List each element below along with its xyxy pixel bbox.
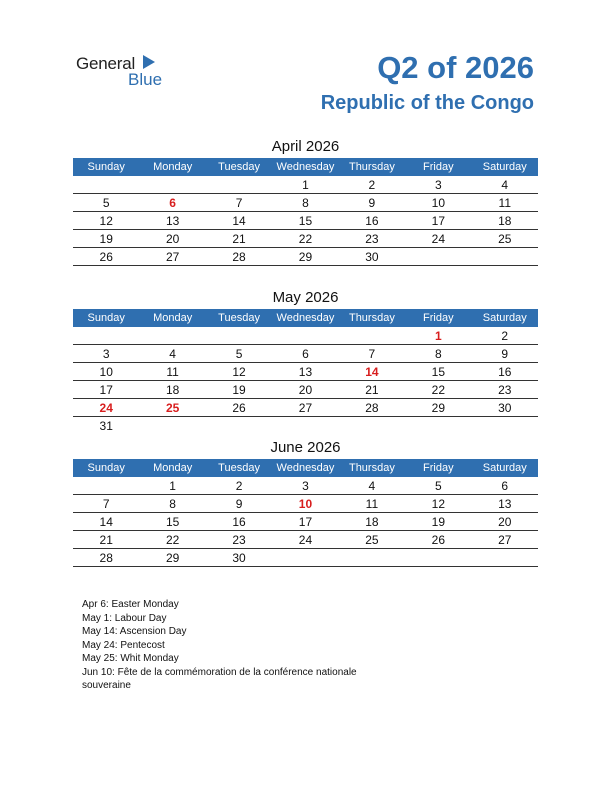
day-cell: 19: [405, 513, 471, 531]
holiday-note: May 25: Whit Monday: [82, 653, 179, 664]
holiday-note: May 1: Labour Day: [82, 612, 167, 624]
day-cell: 20: [272, 381, 338, 399]
day-cell: 29: [272, 248, 338, 266]
weekday-header: Friday: [405, 158, 471, 176]
week-row: [73, 194, 538, 212]
day-cell: 21: [206, 230, 272, 248]
day-cell: 25: [139, 399, 205, 417]
day-cell: [339, 417, 405, 435]
week-row: [73, 345, 538, 363]
day-cell: [405, 417, 471, 435]
day-cell: 24: [272, 531, 338, 549]
day-cell: 15: [272, 212, 338, 230]
day-cell: 26: [206, 399, 272, 417]
day-cell: 5: [73, 194, 139, 212]
day-cell: 3: [272, 477, 338, 495]
day-cell: 8: [139, 495, 205, 513]
day-cell: 10: [405, 194, 471, 212]
week-row: [73, 248, 538, 266]
day-cell: 2: [472, 327, 538, 345]
day-cell: 3: [405, 176, 471, 194]
day-cell: 8: [405, 345, 471, 363]
day-cell: [272, 417, 338, 435]
day-cell: 25: [339, 531, 405, 549]
day-cell: [206, 327, 272, 345]
day-cell: 7: [73, 495, 139, 513]
day-cell: 1: [272, 176, 338, 194]
weekday-header: Saturday: [472, 158, 538, 176]
weekday-header: Tuesday: [206, 309, 272, 327]
calendar-table: [73, 459, 538, 567]
day-cell: 16: [472, 363, 538, 381]
day-cell: 26: [73, 248, 139, 266]
week-row: [73, 399, 538, 417]
day-cell: 2: [339, 176, 405, 194]
weekday-header: Tuesday: [206, 158, 272, 176]
week-row: [73, 477, 538, 495]
day-cell: 30: [472, 399, 538, 417]
week-row: [73, 230, 538, 248]
weekday-header: Wednesday: [272, 459, 338, 477]
day-cell: [73, 176, 139, 194]
holiday-note: Apr 6: Easter Monday: [82, 599, 179, 610]
day-cell: 9: [339, 194, 405, 212]
day-cell: 6: [139, 194, 205, 212]
weekday-header: Friday: [405, 309, 471, 327]
day-cell: 15: [405, 363, 471, 381]
day-cell: 9: [206, 495, 272, 513]
day-cell: 12: [73, 212, 139, 230]
holiday-note: May 14: Ascension Day: [82, 626, 187, 637]
week-row: [73, 417, 538, 435]
month-april: [73, 136, 538, 266]
weekday-header: Sunday: [73, 158, 139, 176]
week-row: [73, 327, 538, 345]
day-cell: [139, 176, 205, 194]
day-cell: 4: [339, 477, 405, 495]
day-cell: 27: [272, 399, 338, 417]
weekday-header: Thursday: [339, 309, 405, 327]
weekday-header: Monday: [139, 158, 205, 176]
day-cell: 1: [405, 327, 471, 345]
day-cell: 14: [206, 212, 272, 230]
day-cell: 8: [272, 194, 338, 212]
day-cell: 24: [73, 399, 139, 417]
weekday-header: Thursday: [339, 459, 405, 477]
day-cell: [206, 176, 272, 194]
day-cell: 28: [73, 549, 139, 567]
day-cell: 17: [272, 513, 338, 531]
week-row: [73, 495, 538, 513]
day-cell: 19: [206, 381, 272, 399]
calendar-table: [73, 158, 538, 266]
day-cell: [472, 417, 538, 435]
day-cell: 19: [73, 230, 139, 248]
weekday-header: Saturday: [472, 309, 538, 327]
week-row: [73, 212, 538, 230]
week-row: [73, 513, 538, 531]
day-cell: [405, 248, 471, 266]
day-cell: 20: [139, 230, 205, 248]
weekday-header: Monday: [139, 459, 205, 477]
month-june: [73, 437, 538, 567]
day-cell: 11: [139, 363, 205, 381]
day-cell: 2: [206, 477, 272, 495]
holiday-note: May 24: Pentecost: [82, 639, 165, 651]
day-cell: 13: [472, 495, 538, 513]
day-cell: 18: [139, 381, 205, 399]
month-may: [73, 287, 538, 434]
day-cell: 20: [472, 513, 538, 531]
day-cell: [472, 549, 538, 567]
day-cell: 7: [206, 194, 272, 212]
day-cell: 10: [73, 363, 139, 381]
day-cell: 12: [405, 495, 471, 513]
day-cell: 25: [472, 230, 538, 248]
holiday-note: Jun 10: Fête de la commémoration de la conférence nationale souveraine: [82, 666, 357, 691]
day-cell: 23: [472, 381, 538, 399]
day-cell: [272, 549, 338, 567]
day-cell: 30: [339, 248, 405, 266]
day-cell: [405, 549, 471, 567]
day-cell: 1: [139, 477, 205, 495]
day-cell: 17: [405, 212, 471, 230]
day-cell: 28: [206, 248, 272, 266]
day-cell: 24: [405, 230, 471, 248]
week-row: [73, 381, 538, 399]
day-cell: 17: [73, 381, 139, 399]
month-title: April 2026: [271, 138, 340, 155]
day-cell: 21: [73, 531, 139, 549]
page-title: Q2 of 2026: [377, 50, 534, 85]
day-cell: 13: [139, 212, 205, 230]
day-cell: 29: [139, 549, 205, 567]
weekday-header: Wednesday: [272, 309, 338, 327]
weekday-header: Sunday: [73, 309, 139, 327]
day-cell: [472, 248, 538, 266]
logo-flag-icon: [143, 55, 155, 69]
day-cell: [339, 327, 405, 345]
day-cell: 9: [472, 345, 538, 363]
day-cell: 5: [405, 477, 471, 495]
holiday-notes: [82, 598, 382, 693]
day-cell: 10: [272, 495, 338, 513]
day-cell: 18: [472, 212, 538, 230]
day-cell: 6: [272, 345, 338, 363]
day-cell: 11: [472, 194, 538, 212]
day-cell: [73, 327, 139, 345]
logo: [76, 52, 176, 92]
day-cell: 23: [339, 230, 405, 248]
day-cell: 11: [339, 495, 405, 513]
day-cell: 27: [139, 248, 205, 266]
day-cell: 27: [472, 531, 538, 549]
day-cell: 4: [472, 176, 538, 194]
day-cell: 16: [339, 212, 405, 230]
day-cell: 31: [99, 418, 113, 433]
weekday-header: Thursday: [339, 158, 405, 176]
weekday-header: Saturday: [472, 459, 538, 477]
logo-blue-text: Blue: [128, 70, 163, 89]
day-cell: 13: [272, 363, 338, 381]
day-cell: 14: [73, 513, 139, 531]
day-cell: 21: [339, 381, 405, 399]
weekday-header: Wednesday: [272, 158, 338, 176]
day-cell: 28: [339, 399, 405, 417]
day-cell: 15: [139, 513, 205, 531]
page-subtitle: Republic of the Congo: [320, 92, 534, 114]
weekday-header: Tuesday: [206, 459, 272, 477]
day-cell: [339, 549, 405, 567]
day-cell: 7: [339, 345, 405, 363]
week-row: [73, 531, 538, 549]
day-cell: [139, 417, 205, 435]
day-cell: 22: [139, 531, 205, 549]
week-row: [73, 549, 538, 567]
weekday-header: Friday: [405, 459, 471, 477]
day-cell: 23: [206, 531, 272, 549]
month-title: May 2026: [272, 289, 339, 306]
day-cell: 26: [405, 531, 471, 549]
day-cell: [206, 417, 272, 435]
day-cell: 14: [339, 363, 405, 381]
day-cell: 3: [73, 345, 139, 363]
day-cell: [73, 477, 139, 495]
day-cell: 18: [339, 513, 405, 531]
day-cell: 4: [139, 345, 205, 363]
day-cell: 6: [472, 477, 538, 495]
day-cell: [272, 327, 338, 345]
weekday-header: Monday: [139, 309, 205, 327]
month-title: June 2026: [270, 439, 341, 456]
week-row: [73, 176, 538, 194]
day-cell: 22: [272, 230, 338, 248]
weekday-header: Sunday: [73, 459, 139, 477]
calendar-table: [73, 309, 538, 434]
week-row: [73, 363, 538, 381]
day-cell: 5: [206, 345, 272, 363]
day-cell: 30: [206, 549, 272, 567]
day-cell: 16: [206, 513, 272, 531]
day-cell: [139, 327, 205, 345]
logo-general-text: General: [76, 54, 136, 73]
day-cell: 29: [405, 399, 471, 417]
day-cell: 12: [206, 363, 272, 381]
day-cell: 22: [405, 381, 471, 399]
